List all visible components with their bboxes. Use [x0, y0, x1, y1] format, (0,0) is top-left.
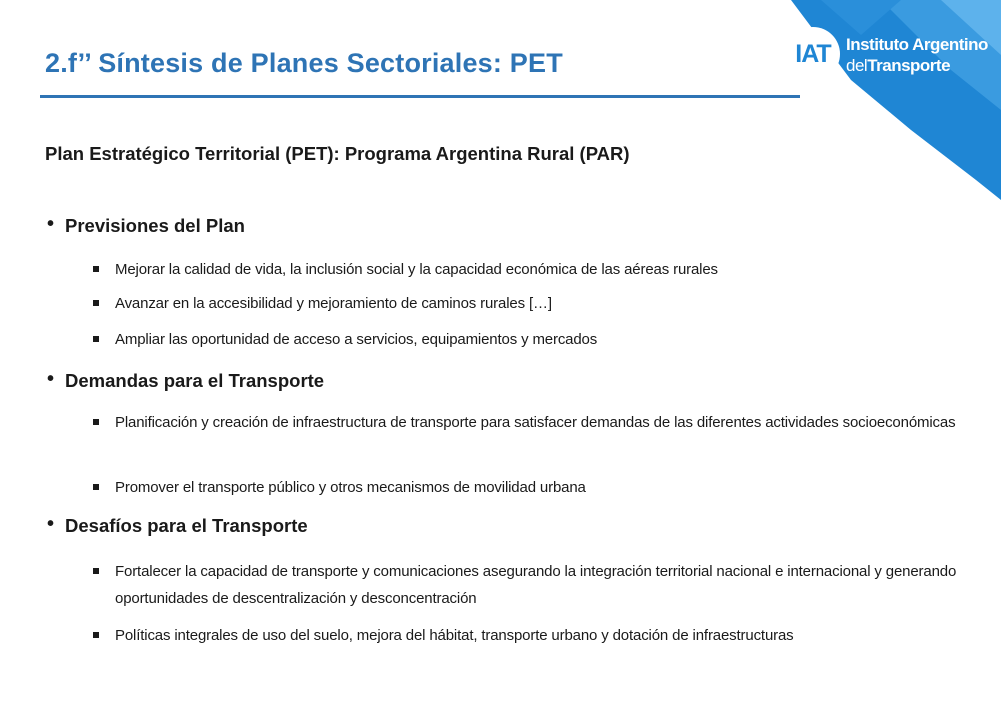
logo-name-main: Transporte [867, 56, 951, 75]
section-heading-text: Demandas para el Transporte [65, 370, 325, 391]
list-item [93, 290, 973, 317]
section-heading-text: Previsiones del Plan [65, 215, 245, 236]
list-item [93, 558, 973, 612]
square-bullet-icon [93, 632, 99, 638]
plan-subtitle: Plan Estratégico Territorial (PET): Programa Argentina Rural (PAR) [45, 143, 630, 164]
list-item [93, 474, 973, 501]
iat-logo-badge: IAT [786, 27, 840, 81]
bullet-dot-icon: • [47, 213, 55, 235]
logo-name-line1: Instituto Argentino [846, 35, 988, 54]
square-bullet-icon [93, 300, 99, 306]
bullet-dot-icon: • [47, 368, 55, 390]
bullet-dot-icon: • [47, 513, 55, 535]
square-bullet-icon [93, 266, 99, 272]
title-underline [40, 95, 800, 98]
list-item-text: Ampliar las oportunidad de acceso a servicios, equipamientos y mercados [115, 331, 598, 348]
section-heading-text: Desafíos para el Transporte [65, 515, 308, 536]
list-item-text: Planificación y creación de infraestructura de transporte para satisfacer demandas de las diferentes actividades socioeconómicas [115, 414, 956, 431]
list-item-text: Mejorar la calidad de vida, la inclusión social y la capacidad económica de las aéreas rurales [115, 261, 718, 278]
list-item-text: Promover el transporte público y otros mecanismos de movilidad urbana [115, 479, 586, 496]
square-bullet-icon [93, 484, 99, 490]
square-bullet-icon [93, 419, 99, 425]
list-item-text: Fortalecer la capacidad de transporte y comunicaciones asegurando la integración territorial nacional e internacional y generando oportunidades de descentralización y desconcentración [115, 563, 957, 607]
list-item [93, 256, 973, 283]
slide-title: 2.f’’ Síntesis de Planes Sectoriales: PET [45, 48, 563, 78]
list-item-text: Políticas integrales de uso del suelo, mejora del hábitat, transporte urbano y dotación de infraestructuras [115, 627, 794, 644]
list-item [93, 409, 973, 436]
logo-name-line2 [846, 56, 950, 76]
logo-name-prefix: del [846, 56, 868, 75]
list-item [93, 326, 973, 353]
list-item [93, 622, 973, 649]
square-bullet-icon [93, 336, 99, 342]
list-item-text: Avanzar en la accesibilidad y mejoramiento de caminos rurales […] [115, 295, 552, 312]
square-bullet-icon [93, 568, 99, 574]
iat-logo [786, 27, 986, 83]
